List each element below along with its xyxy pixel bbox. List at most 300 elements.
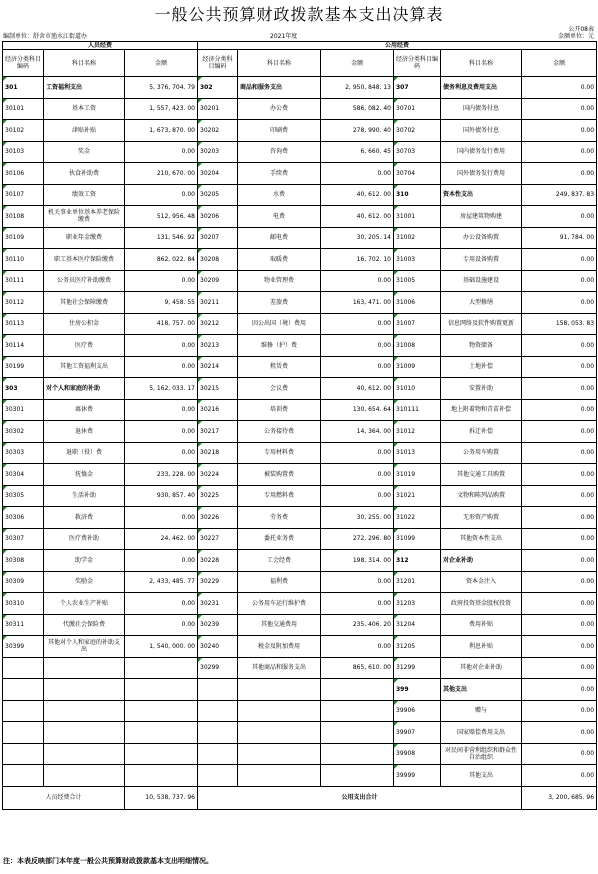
cell-amount: 0.00 (125, 270, 198, 292)
cell-name: 工资福利支出 (44, 77, 125, 99)
cell-code: 30201 (198, 98, 238, 120)
cell-amount: 0.00 (522, 571, 597, 593)
cell-code: 30212 (198, 313, 238, 335)
cell-name: 商品和服务支出 (238, 77, 321, 99)
cell-name (238, 679, 321, 701)
cell-name: 其他资本性支出 (441, 528, 522, 550)
cell-code: 39907 (394, 722, 441, 744)
cell-amount: 0.00 (125, 614, 198, 636)
col-header-code: 经济分类科目编码 (394, 50, 441, 77)
cell-code: 30101 (3, 98, 44, 120)
cell-code (3, 700, 44, 722)
cell-code: 30205 (198, 184, 238, 206)
table-row (3, 378, 597, 400)
cell-code: 30303 (3, 442, 44, 464)
cell-amount: 586, 082. 40 (321, 98, 394, 120)
cell-name: 津贴补贴 (44, 120, 125, 142)
table-row (3, 700, 597, 722)
cell-amount: 1, 540, 000. 00 (125, 636, 198, 658)
personnel-header: 人员经费 (3, 42, 198, 50)
cell-amount: 0.00 (522, 657, 597, 679)
cell-code: 307 (394, 77, 441, 99)
cell-code: 302 (198, 77, 238, 99)
cell-name: 国内债务付息 (441, 98, 522, 120)
cell-amount (321, 679, 394, 701)
table-row (3, 571, 597, 593)
cell-code: 31022 (394, 507, 441, 529)
cell-name: 文物和陈列品购置 (441, 485, 522, 507)
cell-name: 对企业补助 (441, 550, 522, 572)
cell-name: 基础设施建设 (441, 270, 522, 292)
cell-name: 资本性支出 (441, 184, 522, 206)
cell-amount: 0.00 (321, 485, 394, 507)
cell-code: 30208 (198, 249, 238, 271)
cell-amount: 0.00 (522, 700, 597, 722)
cell-name: 专用燃料费 (238, 485, 321, 507)
cell-amount: 0.00 (321, 442, 394, 464)
cell-name: 伙食补助费 (44, 163, 125, 185)
cell-code (198, 700, 238, 722)
cell-amount: 210, 670. 00 (125, 163, 198, 185)
cell-name: 办公设备购置 (441, 227, 522, 249)
table-row (3, 614, 597, 636)
cell-name: 物业管理费 (238, 270, 321, 292)
cell-amount: 0.00 (522, 163, 597, 185)
cell-name: 退职（役）费 (44, 442, 125, 464)
cell-code: 399 (394, 679, 441, 701)
cell-amount: 0.00 (522, 679, 597, 701)
cell-name (238, 700, 321, 722)
cell-amount (125, 679, 198, 701)
cell-code (198, 722, 238, 744)
cell-amount: 0.00 (321, 270, 394, 292)
cell-amount: 40, 612. 00 (321, 378, 394, 400)
cell-code: 30702 (394, 120, 441, 142)
cell-amount: 0.00 (522, 421, 597, 443)
cell-code: 39906 (394, 700, 441, 722)
fiscal-year: 2021年度 (270, 33, 298, 40)
cell-code: 30304 (3, 464, 44, 486)
cell-amount: 0.00 (125, 421, 198, 443)
cell-name: 生活补助 (44, 485, 125, 507)
cell-name (44, 657, 125, 679)
cell-amount: 24, 462. 00 (125, 528, 198, 550)
cell-name: 职业年金缴费 (44, 227, 125, 249)
cell-amount: 0.00 (522, 292, 597, 314)
cell-name: 地上附着物和青苗补偿 (441, 399, 522, 421)
cell-amount: 272, 296. 80 (321, 528, 394, 550)
cell-code: 31019 (394, 464, 441, 486)
cell-code: 30703 (394, 141, 441, 163)
table-row (3, 657, 597, 679)
cell-amount: 9, 458. 55 (125, 292, 198, 314)
cell-code: 31009 (394, 356, 441, 378)
cell-amount: 40, 612. 00 (321, 206, 394, 228)
cell-code: 310 (394, 184, 441, 206)
cell-name: 利息补贴 (441, 636, 522, 658)
cell-name: 住房公积金 (44, 313, 125, 335)
cell-name: 取暖费 (238, 249, 321, 271)
cell-name: 绩效工资 (44, 184, 125, 206)
cell-code: 30307 (3, 528, 44, 550)
table-row (3, 636, 597, 658)
cell-amount: 0.00 (321, 163, 394, 185)
cell-code: 30112 (3, 292, 44, 314)
cell-name: 代缴社会保险费 (44, 614, 125, 636)
col-header-amount: 金额 (321, 50, 394, 77)
cell-code: 30227 (198, 528, 238, 550)
cell-name: 培训费 (238, 399, 321, 421)
cell-amount: 158, 053. 83 (522, 313, 597, 335)
cell-code: 31013 (394, 442, 441, 464)
public-total-label: 公用支出合计 (198, 786, 522, 809)
cell-name: 国内债务发行费用 (441, 141, 522, 163)
cell-code: 30206 (198, 206, 238, 228)
cell-code: 30240 (198, 636, 238, 658)
cell-code: 30224 (198, 464, 238, 486)
table-row (3, 722, 597, 744)
table-row (3, 485, 597, 507)
cell-amount: 0.00 (522, 722, 597, 744)
cell-code: 31010 (394, 378, 441, 400)
cell-amount: 235, 406. 20 (321, 614, 394, 636)
cell-code (3, 679, 44, 701)
cell-name (44, 743, 125, 765)
cell-code: 31007 (394, 313, 441, 335)
cell-amount: 0.00 (125, 550, 198, 572)
cell-amount: 278, 990. 40 (321, 120, 394, 142)
cell-name: 办公费 (238, 98, 321, 120)
cell-code: 30213 (198, 335, 238, 357)
cell-name: 水费 (238, 184, 321, 206)
table-row (3, 765, 597, 787)
cell-name (44, 679, 125, 701)
footnote: 注：本表反映部门本年度一般公共预算财政拨款基本支出明细情况。 (3, 857, 213, 865)
cell-amount: 0.00 (522, 141, 597, 163)
col-header-amount: 金额 (522, 50, 597, 77)
col-header-amount: 金额 (125, 50, 198, 77)
cell-name: 对个人和家庭的补助 (44, 378, 125, 400)
cell-amount: 249, 837. 83 (522, 184, 597, 206)
cell-name: 奖金 (44, 141, 125, 163)
cell-name: 其他工资福利支出 (44, 356, 125, 378)
cell-name (238, 722, 321, 744)
table-row (3, 270, 597, 292)
table-row (3, 743, 597, 765)
cell-name: 差旅费 (238, 292, 321, 314)
group-header-row (3, 42, 597, 50)
cell-code: 31008 (394, 335, 441, 357)
cell-code: 301 (3, 77, 44, 99)
cell-name: 无形资产购置 (441, 507, 522, 529)
cell-code: 30225 (198, 485, 238, 507)
cell-code: 30114 (3, 335, 44, 357)
personnel-total-amount: 10, 538, 737. 96 (125, 786, 198, 809)
cell-amount (125, 657, 198, 679)
cell-name: 电费 (238, 206, 321, 228)
cell-name: 医疗费 (44, 335, 125, 357)
cell-amount (321, 765, 394, 787)
cell-amount: 40, 612. 00 (321, 184, 394, 206)
cell-name: 租赁费 (238, 356, 321, 378)
cell-code: 30228 (198, 550, 238, 572)
cell-name: 国外债务发行费用 (441, 163, 522, 185)
public-header: 公用经费 (198, 42, 597, 50)
cell-amount: 0.00 (522, 249, 597, 271)
cell-code: 30239 (198, 614, 238, 636)
cell-amount: 0.00 (125, 141, 198, 163)
cell-name (44, 722, 125, 744)
cell-amount: 163, 471. 00 (321, 292, 394, 314)
cell-name (238, 743, 321, 765)
cell-amount: 1, 673, 870. 00 (125, 120, 198, 142)
table-row (3, 550, 597, 572)
cell-amount: 0.00 (522, 464, 597, 486)
cell-amount: 0.00 (522, 98, 597, 120)
cell-name: 咨询费 (238, 141, 321, 163)
cell-code (3, 722, 44, 744)
cell-name: 国家赔偿费用支出 (441, 722, 522, 744)
cell-amount (125, 700, 198, 722)
cell-name (238, 765, 321, 787)
table-row (3, 528, 597, 550)
cell-amount: 0.00 (125, 335, 198, 357)
cell-code: 30306 (3, 507, 44, 529)
cell-code: 31005 (394, 270, 441, 292)
cell-amount (321, 743, 394, 765)
cell-name: 其他对个人和家庭的补助支出 (44, 636, 125, 658)
cell-name: 公务用车购置 (441, 442, 522, 464)
cell-code: 30311 (3, 614, 44, 636)
cell-code: 31006 (394, 292, 441, 314)
table-row (3, 593, 597, 615)
cell-amount: 0.00 (522, 614, 597, 636)
cell-amount: 0.00 (522, 550, 597, 572)
cell-code: 30305 (3, 485, 44, 507)
col-header-name: 科目名称 (238, 50, 321, 77)
cell-name: 退休费 (44, 421, 125, 443)
cell-code: 303 (3, 378, 44, 400)
cell-amount (321, 722, 394, 744)
cell-code: 30226 (198, 507, 238, 529)
cell-name: 安置补助 (441, 378, 522, 400)
cell-code (198, 765, 238, 787)
table-row (3, 227, 597, 249)
cell-amount: 865, 610. 00 (321, 657, 394, 679)
cell-name: 专用设备购置 (441, 249, 522, 271)
cell-name: 公务接待费 (238, 421, 321, 443)
cell-amount: 233, 228. 00 (125, 464, 198, 486)
cell-name: 基本工资 (44, 98, 125, 120)
table-row (3, 507, 597, 529)
cell-amount (125, 722, 198, 744)
cell-name: 债务利息及费用支出 (441, 77, 522, 99)
cell-code: 31099 (394, 528, 441, 550)
cell-amount: 130, 654. 64 (321, 399, 394, 421)
cell-amount: 0.00 (522, 378, 597, 400)
cell-name: 机关事业单位基本养老保险缴费 (44, 206, 125, 228)
cell-amount: 0.00 (125, 399, 198, 421)
cell-name: 资本金注入 (441, 571, 522, 593)
cell-code: 30302 (3, 421, 44, 443)
cell-amount: 0.00 (522, 507, 597, 529)
cell-amount: 1, 557, 423. 00 (125, 98, 198, 120)
cell-code: 31001 (394, 206, 441, 228)
cell-amount: 0.00 (522, 206, 597, 228)
cell-name: 赠与 (441, 700, 522, 722)
cell-amount: 0.00 (522, 270, 597, 292)
totals-row (3, 786, 597, 809)
cell-name: 其他支出 (441, 765, 522, 787)
cell-code: 30103 (3, 141, 44, 163)
cell-amount: 0.00 (321, 571, 394, 593)
cell-amount: 30, 255. 00 (321, 507, 394, 529)
cell-code: 39908 (394, 743, 441, 765)
cell-name: 助学金 (44, 550, 125, 572)
cell-code: 30309 (3, 571, 44, 593)
table-row (3, 292, 597, 314)
cell-name: 职工基本医疗保险缴费 (44, 249, 125, 271)
cell-code: 30218 (198, 442, 238, 464)
cell-name: 印刷费 (238, 120, 321, 142)
cell-code: 30310 (3, 593, 44, 615)
cell-amount: 0.00 (321, 636, 394, 658)
cell-code: 30106 (3, 163, 44, 185)
cell-code: 30108 (3, 206, 44, 228)
cell-code (3, 657, 44, 679)
cell-code: 31299 (394, 657, 441, 679)
cell-amount: 0.00 (321, 356, 394, 378)
cell-amount: 0.00 (522, 442, 597, 464)
cell-name: 邮电费 (238, 227, 321, 249)
cell-name: 费用补贴 (441, 614, 522, 636)
cell-code: 30231 (198, 593, 238, 615)
cell-code: 30209 (198, 270, 238, 292)
cell-name: 医疗费补助 (44, 528, 125, 550)
cell-amount: 5, 376, 704. 79 (125, 77, 198, 99)
cell-amount: 131, 546. 92 (125, 227, 198, 249)
cell-name: 委托业务费 (238, 528, 321, 550)
cell-amount: 0.00 (321, 335, 394, 357)
cell-code: 310111 (394, 399, 441, 421)
cell-code: 30109 (3, 227, 44, 249)
cell-code: 30399 (3, 636, 44, 658)
cell-name: 劳务费 (238, 507, 321, 529)
cell-amount: 862, 022. 84 (125, 249, 198, 271)
cell-code: 30202 (198, 120, 238, 142)
table-row (3, 313, 597, 335)
cell-name: 税金及附加费用 (238, 636, 321, 658)
cell-amount: 91, 784. 00 (522, 227, 597, 249)
table-row (3, 184, 597, 206)
cell-amount: 930, 857. 40 (125, 485, 198, 507)
cell-code: 30301 (3, 399, 44, 421)
cell-name: 离休费 (44, 399, 125, 421)
cell-name: 其他社会保障缴费 (44, 292, 125, 314)
cell-code: 30111 (3, 270, 44, 292)
table-row (3, 163, 597, 185)
cell-amount: 14, 364. 00 (321, 421, 394, 443)
cell-code: 30211 (198, 292, 238, 314)
table-row (3, 249, 597, 271)
cell-name: 因公出国（境）费用 (238, 313, 321, 335)
cell-code: 31003 (394, 249, 441, 271)
compiling-unit: 编制单位：舒舍市渔水江街道办 (3, 33, 88, 40)
cell-name: 其他交通费用 (238, 614, 321, 636)
form-number: 公开08表 (568, 26, 594, 33)
cell-code: 30113 (3, 313, 44, 335)
cell-amount: 0.00 (522, 77, 597, 99)
cell-name: 对民间非营利组织和群众性自治组织 (441, 743, 522, 765)
cell-name: 公务员医疗补助缴费 (44, 270, 125, 292)
cell-amount: 0.00 (522, 765, 597, 787)
cell-code: 30110 (3, 249, 44, 271)
cell-name: 其他商品和服务支出 (238, 657, 321, 679)
cell-amount: 6, 660. 45 (321, 141, 394, 163)
cell-amount: 0.00 (522, 485, 597, 507)
col-header-name: 科目名称 (441, 50, 522, 77)
cell-code: 30216 (198, 399, 238, 421)
cell-amount: 0.00 (321, 593, 394, 615)
cell-code (198, 743, 238, 765)
cell-name: 其他支出 (441, 679, 522, 701)
table-row (3, 356, 597, 378)
table-row (3, 98, 597, 120)
cell-code: 31201 (394, 571, 441, 593)
cell-code: 31021 (394, 485, 441, 507)
table-row (3, 141, 597, 163)
cell-amount: 0.00 (522, 120, 597, 142)
cell-name: 房屋建筑物购建 (441, 206, 522, 228)
cell-name: 个人农业生产补贴 (44, 593, 125, 615)
cell-amount: 5, 162, 033. 17 (125, 378, 198, 400)
table-row (3, 206, 597, 228)
cell-amount: 0.00 (522, 528, 597, 550)
cell-amount: 2, 950, 848. 13 (321, 77, 394, 99)
cell-amount: 418, 757. 00 (125, 313, 198, 335)
cell-name: 手续费 (238, 163, 321, 185)
cell-amount: 0.00 (125, 442, 198, 464)
cell-code: 39999 (394, 765, 441, 787)
cell-code: 30214 (198, 356, 238, 378)
cell-code: 31203 (394, 593, 441, 615)
table-row (3, 77, 597, 99)
cell-name: 抚恤金 (44, 464, 125, 486)
cell-code: 30215 (198, 378, 238, 400)
cell-code: 30199 (3, 356, 44, 378)
cell-code: 30229 (198, 571, 238, 593)
cell-amount: 0.00 (522, 356, 597, 378)
cell-amount: 0.00 (522, 335, 597, 357)
table-row (3, 679, 597, 701)
currency-unit: 金额单位：元 (557, 33, 594, 40)
col-header-name: 科目名称 (44, 50, 125, 77)
cell-code: 30107 (3, 184, 44, 206)
cell-code: 30704 (394, 163, 441, 185)
cell-amount (125, 743, 198, 765)
table-row (3, 464, 597, 486)
cell-code: 30204 (198, 163, 238, 185)
cell-name (44, 765, 125, 787)
cell-code: 31012 (394, 421, 441, 443)
cell-code (198, 679, 238, 701)
cell-code: 30102 (3, 120, 44, 142)
cell-name: 其他对企业补助 (441, 657, 522, 679)
cell-name: 大型修缮 (441, 292, 522, 314)
cell-name: 政府投资基金股权投资 (441, 593, 522, 615)
cell-amount: 0.00 (125, 593, 198, 615)
cell-name (44, 700, 125, 722)
